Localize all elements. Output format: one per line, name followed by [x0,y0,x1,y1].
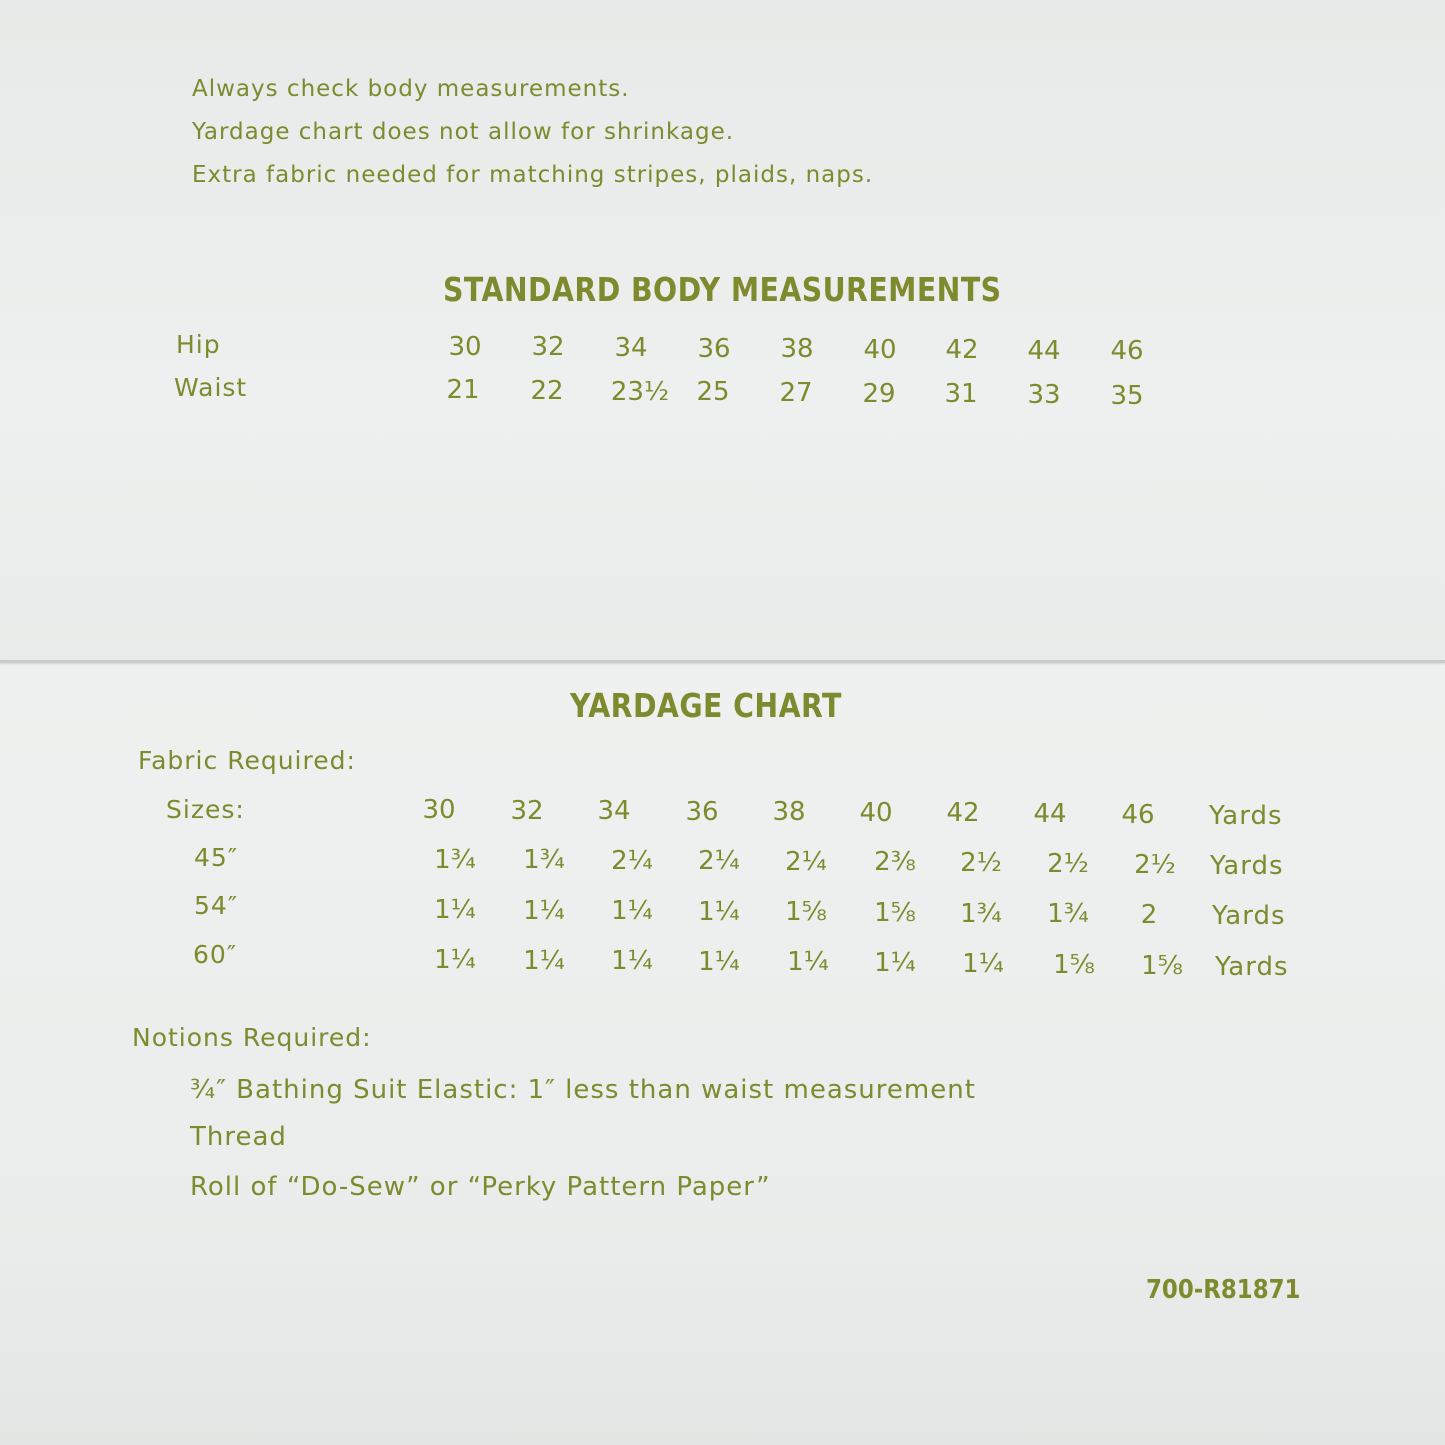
table-cell: 1¾ [960,899,1002,929]
table-cell: 33 [1027,380,1061,410]
table-cell: 23½ [610,377,670,407]
table-row [0,330,1445,370]
table-cell: 22 [530,376,564,406]
table-cell: 2½ [1047,849,1089,879]
table-cell: 2¼ [611,846,653,876]
width-label: 60″ [193,940,238,969]
table-cell: 1⅝ [1053,950,1095,980]
table-cell: 35 [1110,381,1144,411]
table-cell: 34 [614,333,648,363]
table-cell: 1⅝ [1141,951,1183,981]
sizes-label: Sizes: [166,795,245,824]
width-label: 54″ [194,891,239,920]
table-cell: 25 [696,377,730,407]
table-cell: 1¼ [523,896,565,926]
size-header: 36 [685,797,719,827]
size-header: 42 [946,798,980,828]
table-cell: 1¼ [523,946,565,976]
note-line: Yardage chart does not allow for shrinkage. [192,119,735,145]
width-label: 45″ [194,843,239,872]
table-cell: 1¼ [962,949,1004,979]
table-cell: 46 [1110,336,1144,366]
table-row [0,940,1445,980]
body-measurements-title: STANDARD BODY MEASUREMENTS [443,270,1002,309]
table-header-row [0,795,1445,835]
table-cell: 2¼ [698,846,740,876]
table-cell: 1¾ [434,845,476,875]
table-row [0,373,1445,413]
size-header: 40 [859,798,893,828]
unit-label: Yards [1212,901,1286,931]
size-header: 46 [1121,800,1155,830]
notions-required-label: Notions Required: [132,1023,372,1052]
table-cell: 1¼ [874,948,916,978]
unit-label: Yards [1210,851,1284,881]
table-cell: 1¼ [434,895,476,925]
size-header: 34 [597,796,631,826]
table-cell: 1¼ [611,896,653,926]
table-cell: 21 [446,375,480,405]
list-item: Thread [190,1122,287,1152]
yardage-chart-title: YARDAGE CHART [570,686,842,725]
table-cell: 1¾ [1047,899,1089,929]
table-cell: 1¼ [787,947,829,977]
fabric-required-label: Fabric Required: [138,746,356,775]
lower-page [0,662,1445,1445]
table-cell: 2¼ [785,847,827,877]
pattern-code: 700-R81871 [1146,1275,1301,1305]
list-item: ¾″ Bathing Suit Elastic: 1″ less than waist measurement [190,1075,976,1105]
table-cell: 1¼ [434,945,476,975]
table-cell: 1⅝ [874,898,916,928]
table-cell: 38 [780,334,814,364]
row-label: Waist [174,373,248,402]
table-cell: 2½ [960,848,1002,878]
table-cell: 27 [779,378,813,408]
size-header: 30 [422,795,456,825]
table-cell: 2 [1140,900,1158,930]
table-row [0,843,1445,883]
table-cell: 1¼ [611,946,653,976]
table-cell: 2⅜ [874,847,916,877]
row-label: Hip [176,330,221,359]
table-cell: 30 [448,332,482,362]
table-cell: 42 [945,335,979,365]
unit-label: Yards [1215,952,1289,982]
size-header: 44 [1033,799,1067,829]
note-line: Always check body measurements. [192,76,630,102]
note-line: Extra fabric needed for matching stripes, plaids, naps. [192,162,874,188]
table-cell: 1¼ [698,897,740,927]
table-cell: 31 [944,379,978,409]
unit-label: Yards [1209,801,1283,831]
table-cell: 36 [697,334,731,364]
table-cell: 32 [531,332,565,362]
table-cell: 1⅝ [785,897,827,927]
page-fold [0,660,1445,663]
table-cell: 40 [863,335,897,365]
list-item: Roll of “Do-Sew” or “Perky Pattern Paper” [190,1172,771,1202]
table-cell: 1¾ [523,845,565,875]
size-header: 32 [510,796,544,826]
size-header: 38 [772,797,806,827]
table-cell: 2½ [1134,850,1176,880]
table-cell: 29 [862,379,896,409]
table-row [0,891,1445,931]
table-cell: 44 [1027,336,1061,366]
table-cell: 1¼ [698,947,740,977]
